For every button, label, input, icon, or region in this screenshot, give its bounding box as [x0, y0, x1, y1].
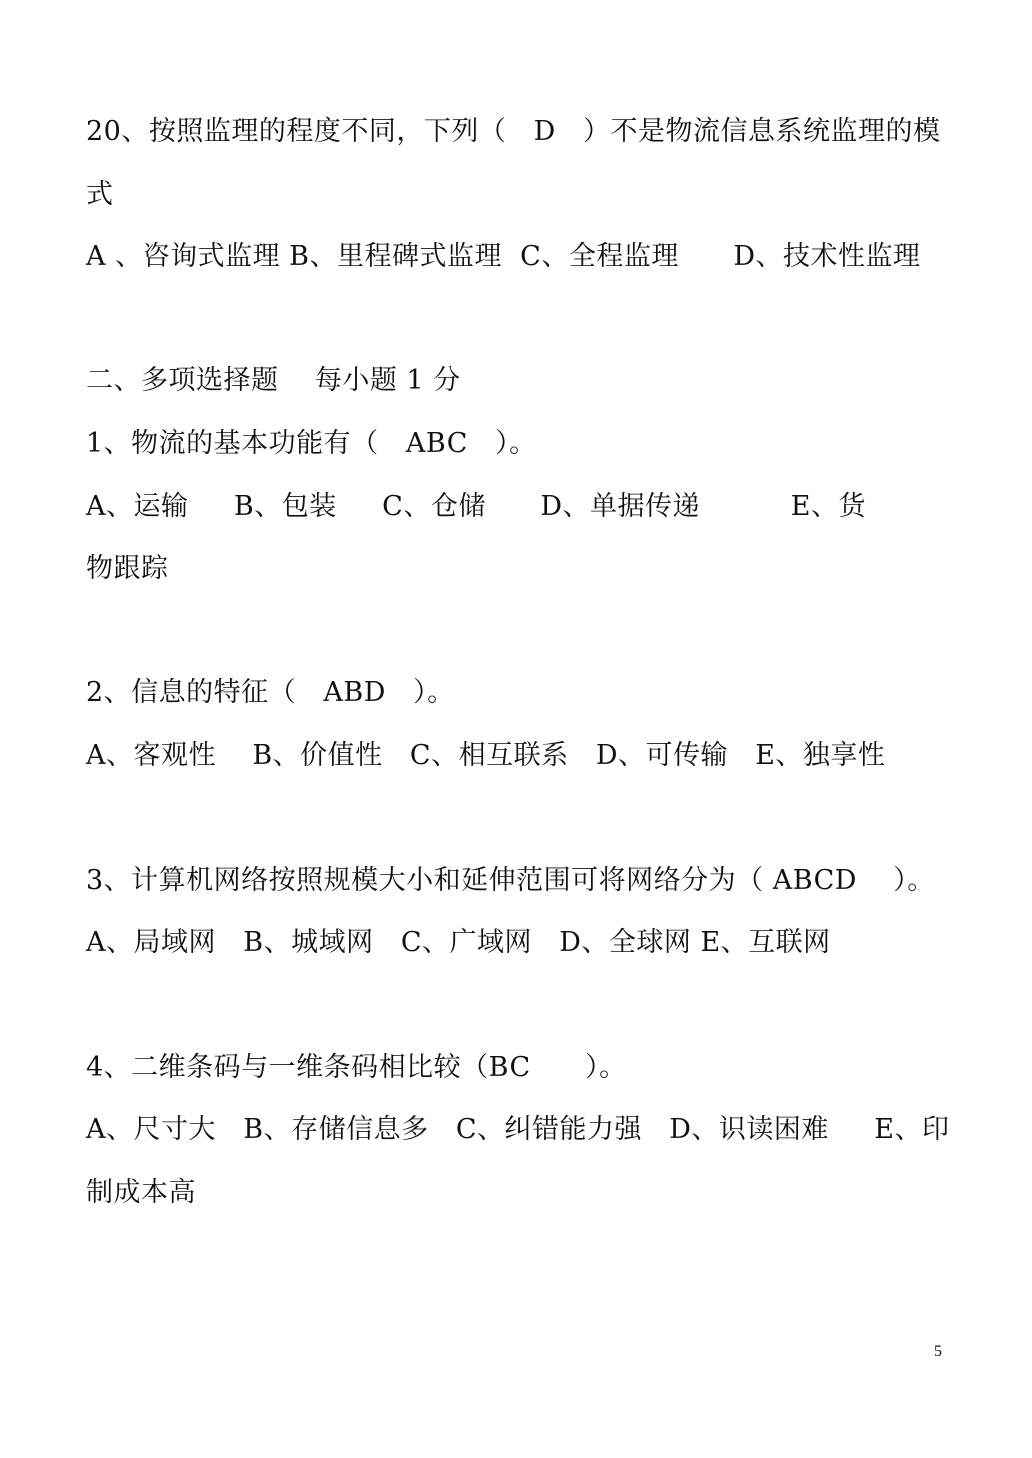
- question-3-options: A、局域网 B、城域网 C、广域网 D、全球网 E、互联网: [86, 927, 831, 958]
- page-number: 5: [934, 1343, 942, 1360]
- question-2-options: A、客观性 B、价值性 C、相互联系 D、可传输 E、独享性: [86, 740, 886, 771]
- question-20-stem-continued: 式: [86, 179, 114, 210]
- question-3-stem: 3、计算机网络按照规模大小和延伸范围可将网络分为（ ABCD ）。: [86, 865, 935, 896]
- question-4-stem: 4、二维条码与一维条码相比较（BC ）。: [86, 1052, 627, 1083]
- question-2-stem: 2、信息的特征（ ABD ）。: [86, 677, 455, 708]
- question-1-stem: 1、物流的基本功能有（ ABC ）。: [86, 428, 537, 459]
- question-20-stem: 20、按照监理的程度不同，下列（ D ）不是物流信息系统监理的模: [86, 116, 941, 147]
- section-heading: 二、多项选择题 每小题 1 分: [86, 365, 461, 396]
- question-1-options-continued: 物跟踪: [86, 553, 169, 584]
- question-20-options: A 、咨询式监理 B、里程碑式监理 C、全程监理 D、技术性监理: [86, 241, 921, 272]
- question-4-options: A、尺寸大 B、存储信息多 C、纠错能力强 D、识读困难 E、印: [86, 1114, 950, 1145]
- question-4-options-continued: 制成本高: [86, 1177, 196, 1208]
- question-1-options: A、运输 B、包装 C、仓储 D、单据传递 E、货: [86, 491, 867, 522]
